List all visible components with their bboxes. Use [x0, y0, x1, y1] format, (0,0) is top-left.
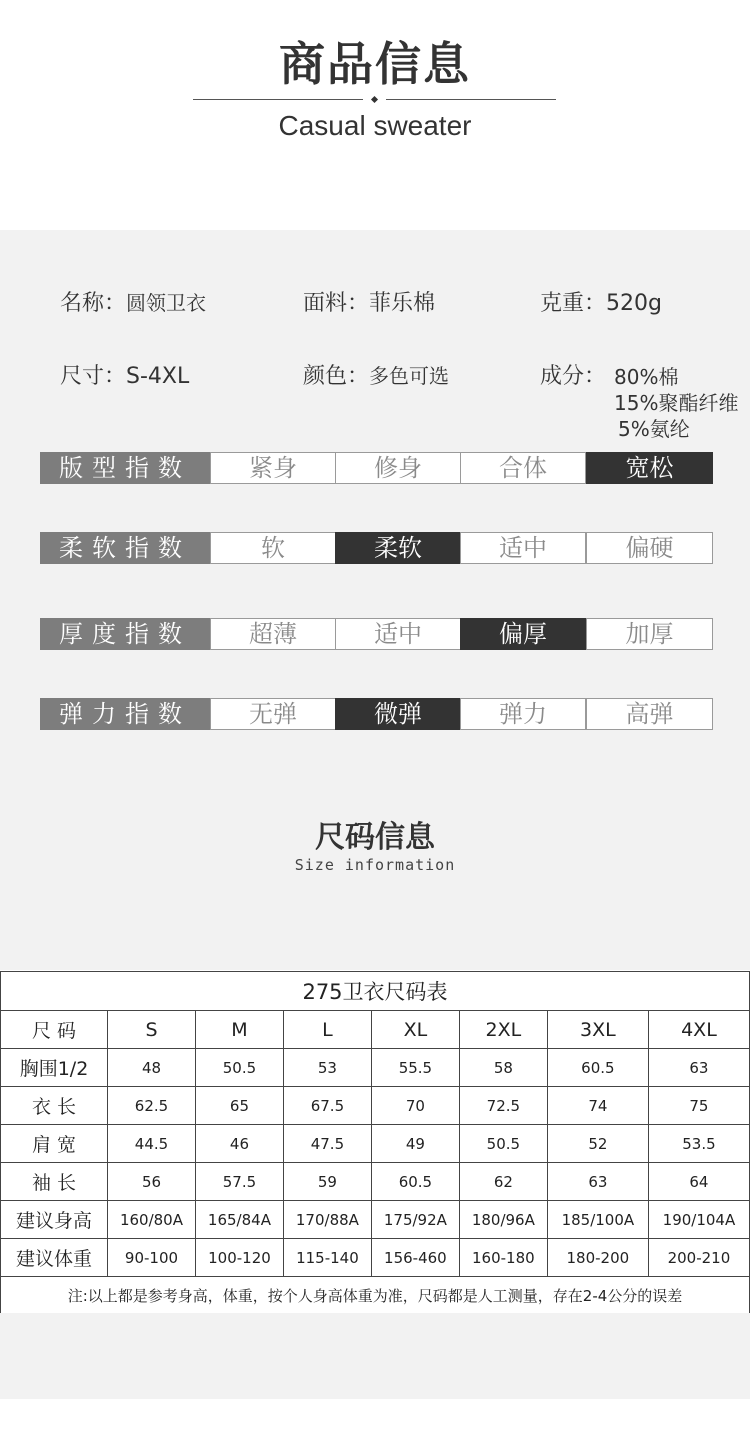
table-caption: 275卫衣尺码表	[1, 972, 750, 1011]
size-column-header: 2XL	[459, 1011, 547, 1049]
elasticity-index-bar	[40, 698, 712, 730]
table-cell: 160-180	[459, 1239, 547, 1277]
row-label: 肩 宽	[1, 1125, 108, 1163]
spec-color-label: 颜色：	[303, 364, 370, 389]
composition-line: 5%氨纶	[618, 417, 690, 441]
index-option: 软	[210, 532, 336, 564]
table-cell: 180-200	[547, 1239, 648, 1277]
index-option-selected: 微弹	[335, 698, 461, 730]
index-option: 适中	[460, 532, 586, 564]
row-label: 衣 长	[1, 1087, 108, 1125]
table-cell: 53.5	[648, 1125, 749, 1163]
table-cell: 156-460	[371, 1239, 459, 1277]
table-cell: 64	[648, 1163, 749, 1201]
size-table	[0, 971, 750, 1314]
spec-size-label: 尺寸：	[60, 364, 127, 389]
table-cell: 70	[371, 1087, 459, 1125]
index-label: 柔软指数	[40, 532, 210, 564]
index-label: 厚度指数	[40, 618, 210, 650]
index-option: 无弹	[210, 698, 336, 730]
table-cell: 160/80A	[108, 1201, 196, 1239]
table-cell: 63	[547, 1163, 648, 1201]
fit-index-bar	[40, 452, 712, 484]
spec-color	[303, 359, 449, 390]
row-label: 袖 长	[1, 1163, 108, 1201]
table-cell: 100-120	[195, 1239, 283, 1277]
spec-fabric	[303, 286, 435, 317]
table-cell: 60.5	[547, 1049, 648, 1087]
spec-composition-label: 成分：	[540, 364, 607, 389]
table-cell: 74	[547, 1087, 648, 1125]
table-header-label: 尺 码	[1, 1011, 108, 1049]
index-option-selected: 柔软	[335, 532, 461, 564]
table-cell: 52	[547, 1125, 648, 1163]
table-row	[1, 1201, 750, 1239]
table-cell: 115-140	[283, 1239, 371, 1277]
title-divider-left	[193, 99, 363, 100]
composition-line: 80%棉	[614, 365, 679, 389]
table-cell: 62	[459, 1163, 547, 1201]
size-column-header: XL	[371, 1011, 459, 1049]
table-cell: 62.5	[108, 1087, 196, 1125]
table-cell: 55.5	[371, 1049, 459, 1087]
size-section-subtitle: Size information	[294, 856, 456, 874]
index-option-selected: 宽松	[586, 452, 713, 484]
table-cell: 50.5	[195, 1049, 283, 1087]
index-label: 版型指数	[40, 452, 210, 484]
page-title: 商品信息	[279, 37, 471, 91]
index-option-selected: 偏厚	[460, 618, 586, 650]
table-cell: 60.5	[371, 1163, 459, 1201]
size-column-header: S	[108, 1011, 196, 1049]
table-cell: 44.5	[108, 1125, 196, 1163]
table-cell: 190/104A	[648, 1201, 749, 1239]
table-cell: 50.5	[459, 1125, 547, 1163]
index-option: 高弹	[586, 698, 713, 730]
table-cell: 48	[108, 1049, 196, 1087]
bottom-band	[0, 1313, 750, 1399]
index-option: 修身	[335, 452, 461, 484]
size-column-header: L	[283, 1011, 371, 1049]
table-cell: 58	[459, 1049, 547, 1087]
index-option: 适中	[335, 618, 461, 650]
title-divider-right	[386, 99, 556, 100]
index-option: 弹力	[460, 698, 586, 730]
table-cell: 65	[195, 1087, 283, 1125]
index-option: 紧身	[210, 452, 336, 484]
thickness-index-bar	[40, 618, 712, 650]
table-cell: 75	[648, 1087, 749, 1125]
softness-index-bar	[40, 532, 712, 564]
spec-weight-value: 520g	[606, 291, 662, 316]
spec-fabric-label: 面料：	[303, 291, 370, 316]
table-cell: 200-210	[648, 1239, 749, 1277]
table-cell: 175/92A	[371, 1201, 459, 1239]
table-cell: 57.5	[195, 1163, 283, 1201]
table-cell: 49	[371, 1125, 459, 1163]
index-option: 合体	[460, 452, 586, 484]
spec-size-value: S-4XL	[126, 364, 190, 389]
table-row	[1, 1049, 750, 1087]
spec-name-value: 圆领卫衣	[126, 291, 207, 315]
table-cell: 170/88A	[283, 1201, 371, 1239]
index-option: 加厚	[586, 618, 713, 650]
spec-name	[60, 286, 206, 317]
table-cell: 165/84A	[195, 1201, 283, 1239]
size-column-header: 3XL	[547, 1011, 648, 1049]
row-label: 胸围1/2	[1, 1049, 108, 1087]
table-cell: 72.5	[459, 1087, 547, 1125]
spec-weight	[540, 286, 662, 317]
spec-fabric-value: 菲乐棉	[369, 291, 436, 316]
title-divider-diamond	[371, 96, 378, 103]
composition-line: 15%聚酯纤维	[614, 391, 739, 415]
table-note: 注:以上都是参考身高，体重，按个人身高体重为准，尺码都是人工测量，存在2-4公分的误差	[1, 1277, 750, 1314]
table-cell: 185/100A	[547, 1201, 648, 1239]
table-row	[1, 1239, 750, 1277]
index-option: 超薄	[210, 618, 336, 650]
index-label: 弹力指数	[40, 698, 210, 730]
spec-name-label: 名称：	[60, 291, 127, 316]
table-cell: 59	[283, 1163, 371, 1201]
spec-weight-label: 克重：	[540, 291, 607, 316]
size-column-header: M	[195, 1011, 283, 1049]
table-cell: 53	[283, 1049, 371, 1087]
size-column-header: 4XL	[648, 1011, 749, 1049]
table-row	[1, 1163, 750, 1201]
size-section-title: 尺码信息	[315, 820, 435, 855]
spec-color-value: 多色可选	[369, 364, 450, 388]
table-row	[1, 1087, 750, 1125]
spec-size	[60, 359, 189, 390]
table-cell: 46	[195, 1125, 283, 1163]
table-cell: 90-100	[108, 1239, 196, 1277]
table-cell: 180/96A	[459, 1201, 547, 1239]
row-label: 建议身高	[1, 1201, 108, 1239]
table-cell: 47.5	[283, 1125, 371, 1163]
index-option: 偏硬	[586, 532, 713, 564]
page-subtitle: Casual sweater	[278, 110, 472, 141]
table-row	[1, 1125, 750, 1163]
row-label: 建议体重	[1, 1239, 108, 1277]
table-cell: 67.5	[283, 1087, 371, 1125]
table-cell: 63	[648, 1049, 749, 1087]
table-cell: 56	[108, 1163, 196, 1201]
